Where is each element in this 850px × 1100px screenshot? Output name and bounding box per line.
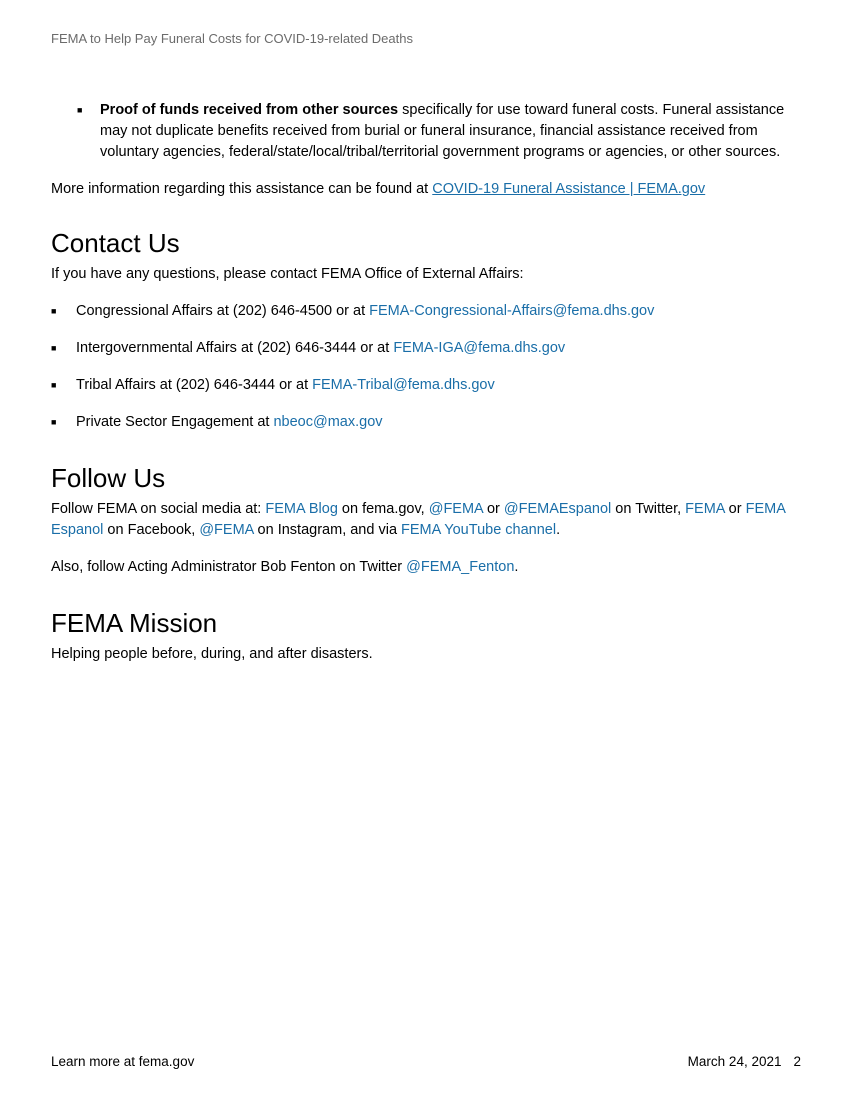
- contact-item-tribal: [51, 375, 801, 396]
- fema-fenton-twitter-link[interactable]: @FEMA_Fenton: [406, 559, 515, 575]
- follow-text: or: [724, 501, 746, 517]
- follow-text: .: [556, 522, 561, 538]
- congressional-email-link[interactable]: FEMA-Congressional-Affairs@fema.dhs.gov: [369, 303, 655, 319]
- more-info-paragraph: [51, 179, 801, 200]
- follow-us-heading: Follow Us: [51, 463, 166, 493]
- footer-learn-more: Learn more at fema.gov: [51, 1054, 195, 1069]
- page-number: 2: [793, 1054, 801, 1069]
- proof-text: specifically for use toward funeral costs. Funeral assistance may not duplicate benefits received from burial or funeral insurance, financial assistance received from voluntary agencies, federal/state/local/tribal/territorial government programs or agencies, or other sources.: [100, 102, 785, 160]
- fema-facebook-link[interactable]: FEMA: [685, 501, 725, 517]
- follow-fenton-paragraph: [51, 557, 801, 578]
- contact-item-congressional: [51, 301, 801, 322]
- mission-statement: Helping people before, during, and after disasters.: [51, 646, 373, 662]
- follow-text: or: [482, 501, 504, 517]
- fema-twitter-link[interactable]: @FEMA: [428, 501, 483, 517]
- running-header: FEMA to Help Pay Funeral Costs for COVID-19-related Deaths: [51, 31, 413, 46]
- follow-fenton-end: .: [514, 559, 519, 575]
- fema-espanol-facebook-link[interactable]: FEMA Espanol: [51, 501, 786, 538]
- contact-item-text: Congressional Affairs at (202) 646-4500 or at: [76, 303, 370, 319]
- contact-item-text: Tribal Affairs at (202) 646-3444 or at: [76, 377, 313, 393]
- footer-date: March 24, 2021: [687, 1054, 782, 1069]
- fema-instagram-link[interactable]: @FEMA: [199, 522, 254, 538]
- fema-espanol-twitter-link[interactable]: @FEMAEspanol: [503, 501, 612, 517]
- tribal-email-link[interactable]: FEMA-Tribal@fema.dhs.gov: [312, 377, 495, 393]
- contact-list: [51, 301, 801, 433]
- follow-text: on Twitter,: [611, 501, 686, 517]
- contact-item-text: Intergovernmental Affairs at (202) 646-3444 or at: [76, 340, 394, 356]
- square-bullet-icon: ■: [51, 306, 57, 316]
- follow-social-paragraph: [51, 499, 801, 541]
- proof-of-funds-item: [51, 100, 801, 163]
- fema-blog-link[interactable]: FEMA Blog: [265, 501, 338, 517]
- contact-item-intergovernmental: [51, 338, 801, 359]
- follow-text: on fema.gov,: [337, 501, 429, 517]
- square-bullet-icon: ■: [77, 105, 83, 115]
- contact-item-text: Private Sector Engagement at: [76, 414, 274, 430]
- fema-mission-heading: FEMA Mission: [51, 608, 218, 638]
- contact-item-private-sector: [51, 412, 801, 433]
- follow-fenton-text: Also, follow Acting Administrator Bob Fenton on Twitter: [51, 559, 407, 575]
- contact-us-heading: Contact Us: [51, 228, 180, 258]
- square-bullet-icon: ■: [51, 380, 57, 390]
- fema-youtube-link[interactable]: FEMA YouTube channel: [401, 522, 557, 538]
- square-bullet-icon: ■: [51, 417, 57, 427]
- square-bullet-icon: ■: [51, 343, 57, 353]
- funeral-assistance-link[interactable]: COVID-19 Funeral Assistance | FEMA.gov: [432, 181, 706, 197]
- footer-date-page: [688, 1054, 801, 1069]
- contact-intro: If you have any questions, please contact FEMA Office of External Affairs:: [51, 266, 524, 282]
- more-info-text: More information regarding this assistance can be found at: [51, 181, 433, 197]
- follow-text: on Instagram, and via: [253, 522, 402, 538]
- proof-bold-text: Proof of funds received from other sources: [100, 102, 399, 118]
- follow-text: on Facebook,: [103, 522, 200, 538]
- iga-email-link[interactable]: FEMA-IGA@fema.dhs.gov: [393, 340, 566, 356]
- follow-text: Follow FEMA on social media at:: [51, 501, 266, 517]
- document-body: [51, 100, 801, 665]
- nbeoc-email-link[interactable]: nbeoc@max.gov: [273, 414, 383, 430]
